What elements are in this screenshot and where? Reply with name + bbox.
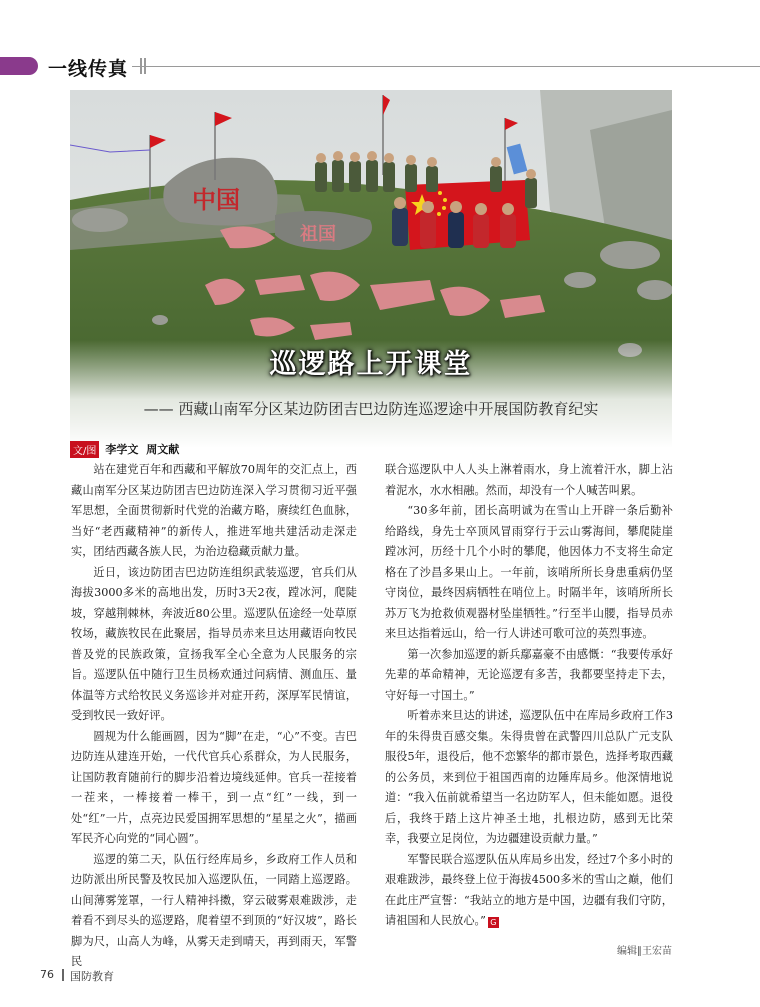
paragraph: 听着赤来旦达的讲述，巡逻队伍中在库局乡政府工作3年的朱得贵百感交集。朱得贵曾在武警四川总队广元支队服役5年，退役后，他不恋繁华的都市景色，选择考取西藏的公务员，来到位于祖国西南的边陲库局乡。他深情地说道：“我入伍前就希望当一名边防军人，但未能如愿。退役后，我终于踏上这片神圣土地，扎根边防，感到无比荣幸，我要立足岗位，为边疆建设贡献力量。” [385, 709, 673, 845]
paragraph: 圆规为什么能画圆，因为“脚”在走，“心”不变。吉巴边防连从建连开始，一代代官兵心系群众，为人民服务，让国防教育随前行的脚步沿着边境线延伸。官兵一茬接着一茬来，一棒接着一棒干，到一点“红”一线，到一处“红”一片，点亮边民爱国拥军思想的“星星之火”，描画军民齐心向党的“同心圆”。 [71, 729, 357, 845]
article-photo [70, 90, 672, 448]
paragraph: 军警民联合巡逻队伍从库局乡出发，经过7个多小时的艰难跋涉，最终登上位于海拔4500多米的雪山之巅，他们在此庄严宣誓：“我站立的地方是中国，边疆有我们守防，请祖国和人民放心。” [385, 852, 673, 927]
article-column-right [385, 460, 673, 932]
article-subtitle: —— 西藏山南军分区某边防团吉巴边防连巡逻途中开展国防教育纪实 [143, 400, 599, 418]
paragraph: “30多年前，团长高明诚为在雪山上开辟一条后勤补给路线，身先士卒顶风冒雨穿行于云山雾海间，攀爬陡崖蹚冰河，历经十几个小时的攀爬，他因体力不支将生命定格在了沙昌多果山上。一年前，该哨所所长身患重病仍坚守岗位，最终因病牺牲在哨位上。时隔半年，该哨所所长苏万飞为抢救侦观器材坠崖牺牲。”行至半山腰，指导员赤来旦达指着远山，给一行人讲述可歌可泣的英烈事迹。 [385, 504, 673, 640]
section-tab-marker [0, 57, 38, 75]
stone-slogan: 祖国 [300, 224, 336, 245]
footer-divider [62, 969, 64, 981]
paragraph: 第一次参加巡逻的新兵鄢嘉豪不由感慨：“我要传承好先辈的革命精神，无论巡逻有多苦，我都要坚持走下去，守好每一寸国土。” [385, 647, 673, 702]
end-mark-icon: G [488, 917, 499, 928]
paragraph: 巡逻的第二天，队伍行经库局乡，乡政府工作人员和边防派出所民警及牧民加入巡逻队伍，一同踏上巡逻路。山间薄雾笼罩，一行人精神抖擞，穿云破雾艰难跋涉，走着看不到尽头的巡逻路，爬着望不到顶的“好汉坡”，路长脚为尺，山高人为峰，从雾天走到晴天，再到雨天，军警民 [71, 852, 357, 968]
paragraph: 站在建党百年和西藏和平解放70周年的交汇点上，西藏山南军分区某边防团吉巴边防连深入学习贯彻习近平强军思想，全面贯彻新时代党的治藏方略，赓续红色血脉，当好“老西藏精神”的新传人，推进军地共建活动走深走实，团结西藏各族人民，为治边稳藏贡献力量。 [71, 463, 357, 558]
article-title: 巡逻路上开课堂 [269, 349, 473, 380]
byline [70, 441, 179, 457]
header-rule [132, 66, 760, 67]
section-title: 一线传真 [48, 58, 129, 80]
paragraph: 近日，该边防团吉巴边防连组织武装巡逻，官兵们从海拔3000多米的高地出发，历时3天2夜，蹚冰河，爬陡坡，穿越荆棘林，奔波近80公里。巡逻队伍途经一处草原牧场，藏族牧民在此聚居，指导员赤来旦达用藏语向牧民普及党的民族政策，宣扬我军全心全意为人民服务的宗旨。巡逻队伍中随行卫生员杨欢通过问病情、测血压、量体温等方式给牧民义务巡诊并对症开药，深厚军民情谊，受到牧民一致好评。 [71, 565, 357, 722]
byline-tag: 文/图 [70, 441, 99, 458]
editor-credit: 编辑∥王宏苗 [617, 946, 672, 957]
journal-name: 国防教育 [70, 970, 114, 983]
article-column-left [71, 460, 357, 973]
rock-inscription: 中国 [192, 186, 240, 214]
paragraph: 联合巡逻队中人人头上淋着雨水，身上流着汗水，脚上沾着泥水，水水相融。然而，却没有一个人喊苦叫累。 [385, 463, 673, 497]
page-number: 76 [40, 968, 54, 981]
byline-authors: 李学文 周文献 [105, 443, 180, 456]
paragraph-last [385, 850, 673, 932]
